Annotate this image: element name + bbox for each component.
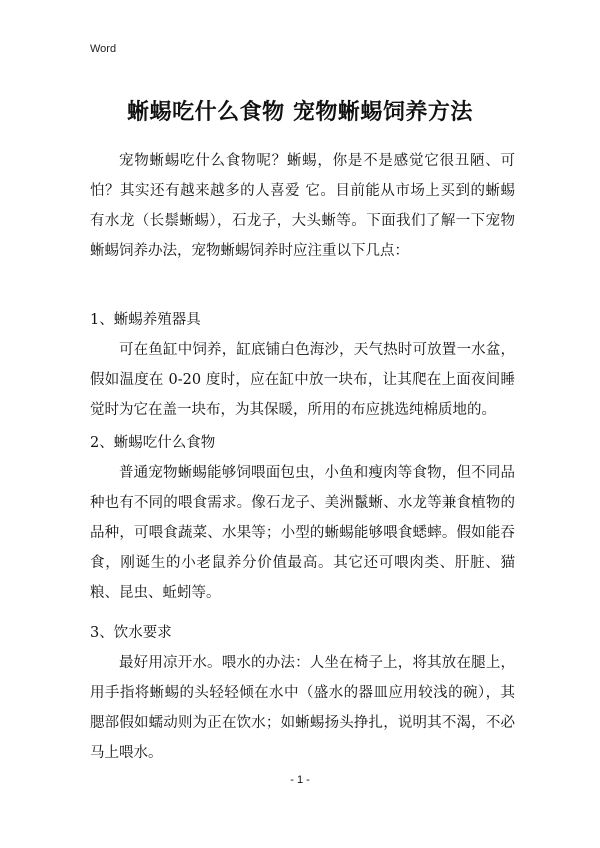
section-body-2: 普通宠物蜥蜴能够饲喂面包虫，小鱼和瘦肉等食物，但不同品种也有不同的喂食需求。像石龙子、美洲鬣蜥、水龙等兼食植物的品种，可喂食蔬菜、水果等；小型的蜥蜴能够喂食蟋蟀。假如能吞食，刚诞生的小老鼠养分价值最高。其它还可喂肉类、肝脏、猫粮、昆虫、蚯蚓等。 (90, 465, 515, 601)
section-body-1: 可在鱼缸中饲养，缸底铺白色海沙，天气热时可放置一水盆，假如温度在 0-20 度时，应在缸中放一块布，让其爬在上面夜间睡觉时为它在盖一块布，为其保暖，所用的布应挑选纯棉质地的。 (90, 342, 515, 418)
section-heading-3: 3、饮水要求 (90, 625, 172, 641)
intro-paragraph: 宠物蜥蜴吃什么食物呢？蜥蜴，你是不是感觉它很丑陋、可怕？其实还有越来越多的人喜爱 它。目前能从市场上买到的蜥蜴有水龙（长鬃蜥蜴），石龙子，大头蜥等。下面我们了解一下宠物蜥蜴饲养办法，宠物蜥蜴饲养时应注重以下几点： (90, 153, 515, 259)
section-heading-1: 1、蜥蜴养殖器具 (90, 312, 201, 328)
header-app-label: Word (90, 43, 117, 55)
document-title: 蜥蜴吃什么食物 宠物蜥蜴饲养方法 (127, 99, 473, 125)
section-heading-2: 2、蜥蜴吃什么食物 (90, 435, 216, 451)
section-body-3: 最好用凉开水。喂水的办法：人坐在椅子上，将其放在腿上，用手指将蜥蜴的头轻轻倾在水中（盛水的器皿应用较浅的碗），其腮部假如蠕动则为正在饮水；如蜥蜴扬头挣扎，说明其不渴，不必马上喂水。 (90, 655, 515, 761)
page-number: - 1 - (290, 774, 310, 786)
